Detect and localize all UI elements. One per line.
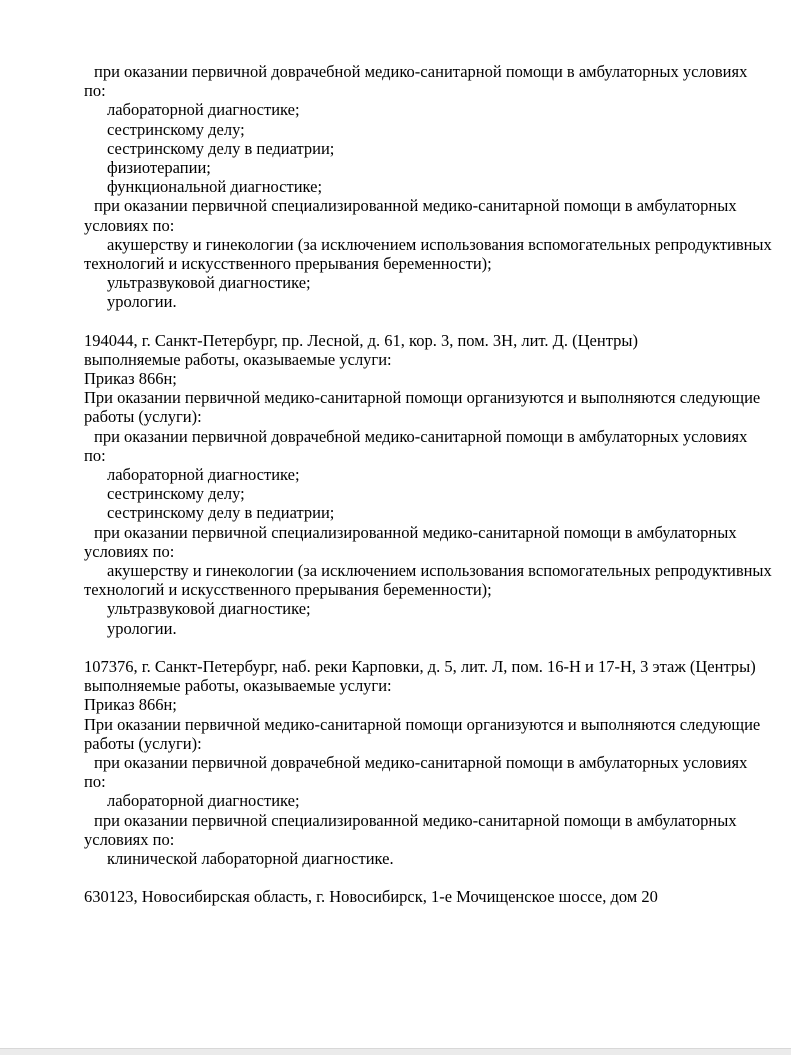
text-line: сестринскому делу в педиатрии; bbox=[107, 138, 335, 158]
text-line: физиотерапии; bbox=[107, 158, 211, 178]
text-line: при оказании первичной доврачебной медико-санитарной помощи в амбулаторных условиях bbox=[94, 62, 748, 81]
text-line: акушерству и гинекологии (за исключением использования вспомогательных репродуктивных bbox=[107, 561, 772, 581]
text-line: акушерству и гинекологии (за исключением использования вспомогательных репродуктивных bbox=[107, 234, 772, 254]
license-section-address-lesnoy bbox=[84, 330, 772, 638]
text-line: условиях по: bbox=[84, 215, 175, 235]
text-line: работы (услуги): bbox=[84, 733, 202, 753]
text-line: При оказании первичной медико-санитарной помощи организуются и выполняются следующие bbox=[84, 388, 761, 408]
text-line: урологии. bbox=[107, 618, 177, 638]
text-line: технологий и искусственного прерывания беременности); bbox=[84, 580, 492, 600]
text-line: технологий и искусственного прерывания беременности); bbox=[84, 254, 492, 274]
text-line: выполняемые работы, оказываемые услуги: bbox=[84, 676, 392, 696]
license-section-address-novosibirsk bbox=[84, 887, 751, 906]
text-line: лабораторной диагностике; bbox=[107, 791, 300, 811]
text-line: ультразвуковой диагностике; bbox=[107, 599, 311, 619]
text-line: при оказании первичной специализированной медико-санитарной помощи в амбулаторных bbox=[94, 196, 737, 216]
horizontal-scrollbar[interactable] bbox=[0, 1048, 791, 1055]
text-line: при оказании первичной специализированной медико-санитарной помощи в амбулаторных bbox=[94, 522, 737, 542]
text-line: условиях по: bbox=[84, 541, 175, 561]
license-section-services-continued bbox=[84, 62, 772, 312]
text-line: функциональной диагностике; bbox=[107, 177, 323, 197]
document-body bbox=[84, 62, 772, 907]
text-line: по: bbox=[84, 772, 106, 792]
text-line: при оказании первичной специализированной медико-санитарной помощи в амбулаторных bbox=[94, 810, 737, 830]
text-line: выполняемые работы, оказываемые услуги: bbox=[84, 349, 392, 369]
license-section-address-karpovki bbox=[84, 656, 761, 868]
text-line: по: bbox=[84, 81, 106, 101]
text-line: при оказании первичной доврачебной медико-санитарной помощи в амбулаторных условиях bbox=[94, 752, 748, 772]
text-line: клинической лабораторной диагностике. bbox=[107, 848, 394, 868]
text-line: 194044, г. Санкт-Петербург, пр. Лесной, д. 61, кор. 3, пом. 3Н, лит. Д. (Центры) bbox=[84, 330, 638, 350]
text-line: работы (услуги): bbox=[84, 407, 202, 427]
text-line: условиях по: bbox=[84, 829, 175, 849]
text-line: по: bbox=[84, 445, 106, 465]
text-line: сестринскому делу; bbox=[107, 119, 245, 139]
text-line: лабораторной диагностике; bbox=[107, 100, 300, 120]
text-line: сестринскому делу; bbox=[107, 484, 245, 504]
text-line: 107376, г. Санкт-Петербург, наб. реки Карповки, д. 5, лит. Л, пом. 16-Н и 17-Н, 3 этаж (Центры) bbox=[84, 656, 756, 676]
text-line: 630123, Новосибирская область, г. Новосибирск, 1-е Мочищенское шоссе, дом 20 bbox=[84, 887, 658, 907]
text-line: лабораторной диагностике; bbox=[107, 465, 300, 485]
text-line: Приказ 866н; bbox=[84, 369, 177, 389]
text-line: сестринскому делу в педиатрии; bbox=[107, 503, 335, 523]
text-line: при оказании первичной доврачебной медико-санитарной помощи в амбулаторных условиях bbox=[94, 426, 748, 446]
text-line: ультразвуковой диагностике; bbox=[107, 273, 311, 293]
text-line: Приказ 866н; bbox=[84, 695, 177, 715]
text-line: При оказании первичной медико-санитарной помощи организуются и выполняются следующие bbox=[84, 714, 761, 734]
text-line: урологии. bbox=[107, 292, 177, 312]
